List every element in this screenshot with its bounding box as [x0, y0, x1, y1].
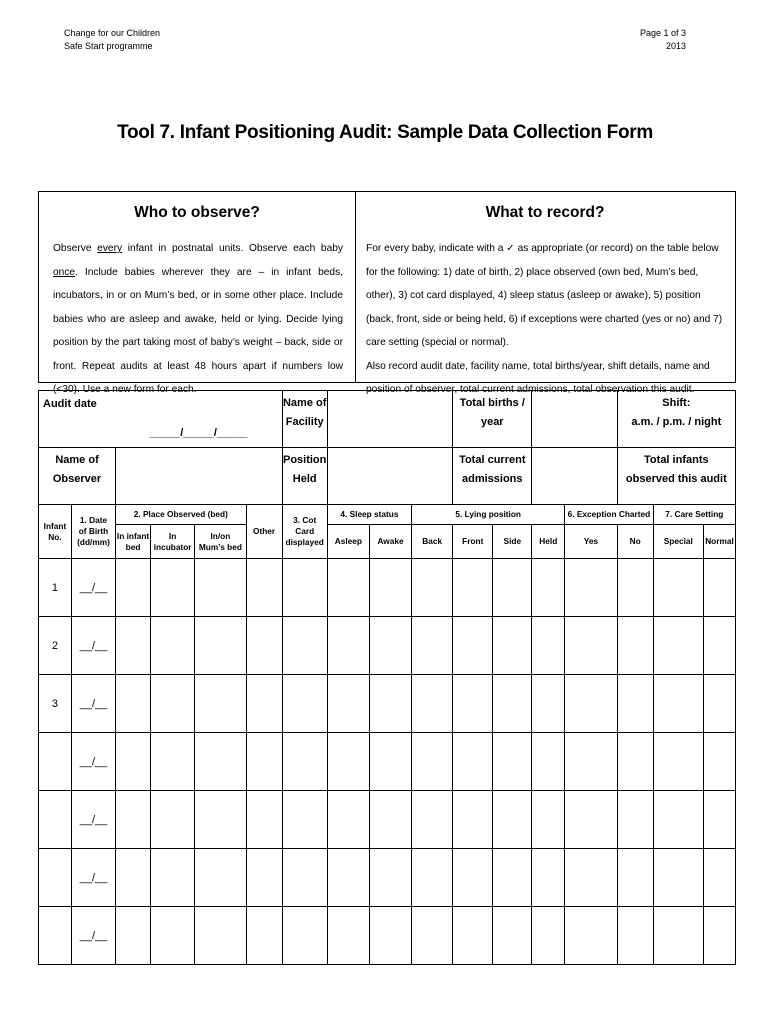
audit-meta-row-1 [39, 391, 736, 448]
facility-label: Name of Facility [282, 391, 327, 448]
position-held-label: Position Held [282, 448, 327, 505]
entry-cell[interactable] [532, 559, 565, 617]
document-year: 2013 [665, 41, 686, 51]
document-header-right [640, 27, 686, 53]
entry-cell[interactable] [532, 733, 565, 791]
entry-cell[interactable] [617, 849, 653, 907]
entry-cell[interactable] [565, 675, 617, 733]
table-row [39, 559, 736, 617]
entry-cell[interactable] [412, 559, 453, 617]
entry-cell[interactable] [246, 675, 282, 733]
entry-cell[interactable] [327, 733, 369, 791]
entry-cell[interactable] [453, 849, 493, 907]
infant-number-cell: 3 [39, 675, 72, 733]
entry-cell[interactable] [195, 675, 246, 733]
who-to-observe-heading: Who to observe? [134, 204, 260, 221]
held-header: Held [532, 525, 565, 559]
entry-cell[interactable] [617, 733, 653, 791]
entry-cell[interactable] [653, 675, 703, 733]
admissions-field[interactable] [532, 448, 617, 505]
emphasis-once: once [53, 266, 76, 278]
entry-cell[interactable] [653, 849, 703, 907]
cot-card-header: 3. Cot Card displayed [282, 505, 327, 559]
entry-cell[interactable] [151, 733, 195, 791]
date-of-birth-cell[interactable]: __/__ [71, 617, 115, 675]
entry-cell[interactable] [493, 849, 532, 907]
entry-cell[interactable] [532, 675, 565, 733]
entry-cell[interactable] [151, 907, 195, 965]
entry-cell[interactable] [327, 617, 369, 675]
entry-cell[interactable] [369, 849, 411, 907]
date-of-birth-cell[interactable]: __/__ [71, 675, 115, 733]
org-name: Change for our Children [64, 28, 161, 38]
audit-table [38, 390, 736, 965]
entry-cell[interactable] [116, 559, 151, 617]
entry-cell[interactable] [151, 559, 195, 617]
entry-cell[interactable] [116, 849, 151, 907]
infant-number-cell [39, 791, 72, 849]
infants-observed-label: Total infants observed this audit [617, 448, 735, 505]
infant-number-cell: 1 [39, 559, 72, 617]
entry-cell[interactable] [369, 733, 411, 791]
entry-cell[interactable] [532, 907, 565, 965]
entry-cell[interactable] [565, 617, 617, 675]
table-row [39, 675, 736, 733]
date-of-birth-header: 1. Date of Birth (dd/mm) [71, 505, 115, 559]
page-number: Page 1 of 3 [639, 28, 686, 38]
entry-cell[interactable] [282, 675, 327, 733]
entry-cell[interactable] [246, 617, 282, 675]
entry-cell[interactable] [327, 559, 369, 617]
entry-cell[interactable] [453, 617, 493, 675]
date-of-birth-cell[interactable]: __/__ [71, 559, 115, 617]
mums-bed-header: In/on Mum’s bed [195, 525, 246, 559]
entry-cell[interactable] [369, 675, 411, 733]
entry-cell[interactable] [703, 907, 735, 965]
entry-cell[interactable] [653, 559, 703, 617]
table-row [39, 849, 736, 907]
births-field[interactable] [532, 391, 617, 448]
entry-cell[interactable] [282, 733, 327, 791]
entry-cell[interactable] [653, 791, 703, 849]
entry-cell[interactable] [116, 675, 151, 733]
entry-cell[interactable] [453, 733, 493, 791]
entry-cell[interactable] [195, 907, 246, 965]
entry-cell[interactable] [195, 733, 246, 791]
column-group-header-row [39, 505, 736, 525]
entry-cell[interactable] [453, 559, 493, 617]
observer-field[interactable] [116, 448, 283, 505]
entry-cell[interactable] [453, 791, 493, 849]
entry-cell[interactable] [412, 617, 453, 675]
entry-cell[interactable] [195, 617, 246, 675]
lying-position-header: 5. Lying position [412, 505, 565, 525]
place-observed-header: 2. Place Observed (bed) [116, 505, 247, 525]
entry-cell[interactable] [703, 559, 735, 617]
what-to-record-text: For every baby, indicate with a ✓ as appropriate (or record) on the table below for the following: 1) date of birth, 2) place observed (own bed, Mum’s bed, other), 3) cot card displayed, 4) sleep status (asleep or awake), 5) position (back, front, side or being held, 6) if exceptions were charted (yes or no) and 7) care setting (special or normal). Also record audit date, facility name, total births/year, shift details, name and position of observer, total current admissions, total observation this audit. [366, 243, 723, 395]
audit-date-field[interactable]: _____/_____/_____ [116, 391, 283, 448]
entry-cell[interactable] [327, 791, 369, 849]
entry-cell[interactable] [369, 559, 411, 617]
entry-cell[interactable] [653, 733, 703, 791]
infant-bed-header: In infant bed [116, 525, 151, 559]
incubator-header: In incubator [151, 525, 195, 559]
entry-cell[interactable] [412, 791, 453, 849]
entry-cell[interactable] [617, 675, 653, 733]
births-label: Total births / year [453, 391, 532, 448]
date-of-birth-cell[interactable]: __/__ [71, 733, 115, 791]
awake-header: Awake [369, 525, 411, 559]
observer-label: Name of Observer [39, 448, 116, 505]
back-header: Back [412, 525, 453, 559]
entry-cell[interactable] [282, 559, 327, 617]
admissions-label: Total current admissions [453, 448, 532, 505]
entry-cell[interactable] [116, 733, 151, 791]
entry-cell[interactable] [116, 617, 151, 675]
infant-rows [39, 559, 736, 965]
entry-cell[interactable] [369, 907, 411, 965]
entry-cell[interactable] [565, 849, 617, 907]
entry-cell[interactable] [703, 791, 735, 849]
entry-cell[interactable] [532, 617, 565, 675]
entry-cell[interactable] [412, 849, 453, 907]
entry-cell[interactable] [195, 849, 246, 907]
entry-cell[interactable] [493, 675, 532, 733]
entry-cell[interactable] [703, 617, 735, 675]
infant-number-cell: 2 [39, 617, 72, 675]
entry-cell[interactable] [493, 907, 532, 965]
entry-cell[interactable] [493, 559, 532, 617]
entry-cell[interactable] [369, 791, 411, 849]
entry-cell[interactable] [412, 675, 453, 733]
sleep-status-header: 4. Sleep status [327, 505, 411, 525]
care-normal-header: Normal [703, 525, 735, 559]
entry-cell[interactable] [282, 907, 327, 965]
page-title: Tool 7. Infant Positioning Audit: Sample Data Collection Form [117, 122, 653, 143]
entry-cell[interactable] [703, 849, 735, 907]
entry-cell[interactable] [246, 559, 282, 617]
entry-cell[interactable] [195, 559, 246, 617]
who-to-observe-text: Observe every infant in postnatal units. Observe each baby once. Include babies wherever they are – in infant beds, incubators, in or on Mum’s bed, or in some other place. Include babies who are asleep and awake, held or lying. Decide lying position by the part taking most of baby’s weight – back, side or front. Repeat audits at least 48 hours apart if numbers low (<30). Use a new form for each. [53, 243, 343, 395]
programme-name: Safe Start programme [64, 41, 153, 51]
entry-cell[interactable] [327, 849, 369, 907]
emphasis-every: every [97, 243, 123, 254]
entry-cell[interactable] [151, 675, 195, 733]
entry-cell[interactable] [617, 791, 653, 849]
entry-cell[interactable] [532, 849, 565, 907]
entry-cell[interactable] [453, 907, 493, 965]
front-header: Front [453, 525, 493, 559]
table-row [39, 733, 736, 791]
entry-cell[interactable] [369, 617, 411, 675]
document-header-left [64, 27, 160, 53]
infant-number-cell [39, 849, 72, 907]
place-other-header: Other [246, 505, 282, 559]
care-setting-header: 7. Care Setting [653, 505, 735, 525]
audit-date-label: Audit date [39, 391, 116, 448]
entry-cell[interactable] [453, 675, 493, 733]
entry-cell[interactable] [412, 733, 453, 791]
exception-charted-header: 6. Exception Charted [565, 505, 653, 525]
facility-field[interactable] [327, 391, 452, 448]
entry-cell[interactable] [565, 733, 617, 791]
instructions-box [38, 191, 736, 395]
entry-cell[interactable] [493, 617, 532, 675]
entry-cell[interactable] [246, 733, 282, 791]
audit-meta-row-2 [39, 448, 736, 505]
entry-cell[interactable] [327, 675, 369, 733]
table-row [39, 791, 736, 849]
entry-cell[interactable] [246, 907, 282, 965]
entry-cell[interactable] [703, 675, 735, 733]
entry-cell[interactable] [116, 907, 151, 965]
entry-cell[interactable] [246, 791, 282, 849]
entry-cell[interactable] [617, 617, 653, 675]
entry-cell[interactable] [493, 733, 532, 791]
entry-cell[interactable] [116, 791, 151, 849]
entry-cell[interactable] [565, 907, 617, 965]
entry-cell[interactable] [151, 849, 195, 907]
date-of-birth-cell[interactable]: __/__ [71, 907, 115, 965]
exception-no-header: No [617, 525, 653, 559]
entry-cell[interactable] [282, 791, 327, 849]
entry-cell[interactable] [565, 559, 617, 617]
what-to-record-heading: What to record? [485, 204, 605, 221]
entry-cell[interactable] [412, 907, 453, 965]
exception-yes-header: Yes [565, 525, 617, 559]
entry-cell[interactable] [195, 791, 246, 849]
entry-cell[interactable] [327, 907, 369, 965]
entry-cell[interactable] [565, 791, 617, 849]
entry-cell[interactable] [653, 617, 703, 675]
entry-cell[interactable] [151, 617, 195, 675]
date-of-birth-cell[interactable]: __/__ [71, 791, 115, 849]
entry-cell[interactable] [246, 849, 282, 907]
entry-cell[interactable] [653, 907, 703, 965]
entry-cell[interactable] [282, 617, 327, 675]
shift-label: Shift: a.m. / p.m. / night [617, 391, 735, 448]
column-sub-header-row [39, 525, 736, 559]
infant-number-header: Infant No. [39, 505, 72, 559]
entry-cell[interactable] [282, 849, 327, 907]
side-header: Side [493, 525, 532, 559]
entry-cell[interactable] [617, 559, 653, 617]
position-held-field[interactable] [327, 448, 452, 505]
care-special-header: Special [653, 525, 703, 559]
table-row [39, 617, 736, 675]
entry-cell[interactable] [532, 791, 565, 849]
entry-cell[interactable] [151, 791, 195, 849]
entry-cell[interactable] [493, 791, 532, 849]
entry-cell[interactable] [703, 733, 735, 791]
table-row [39, 907, 736, 965]
infant-number-cell [39, 733, 72, 791]
date-of-birth-cell[interactable]: __/__ [71, 849, 115, 907]
asleep-header: Asleep [327, 525, 369, 559]
infant-number-cell [39, 907, 72, 965]
entry-cell[interactable] [617, 907, 653, 965]
